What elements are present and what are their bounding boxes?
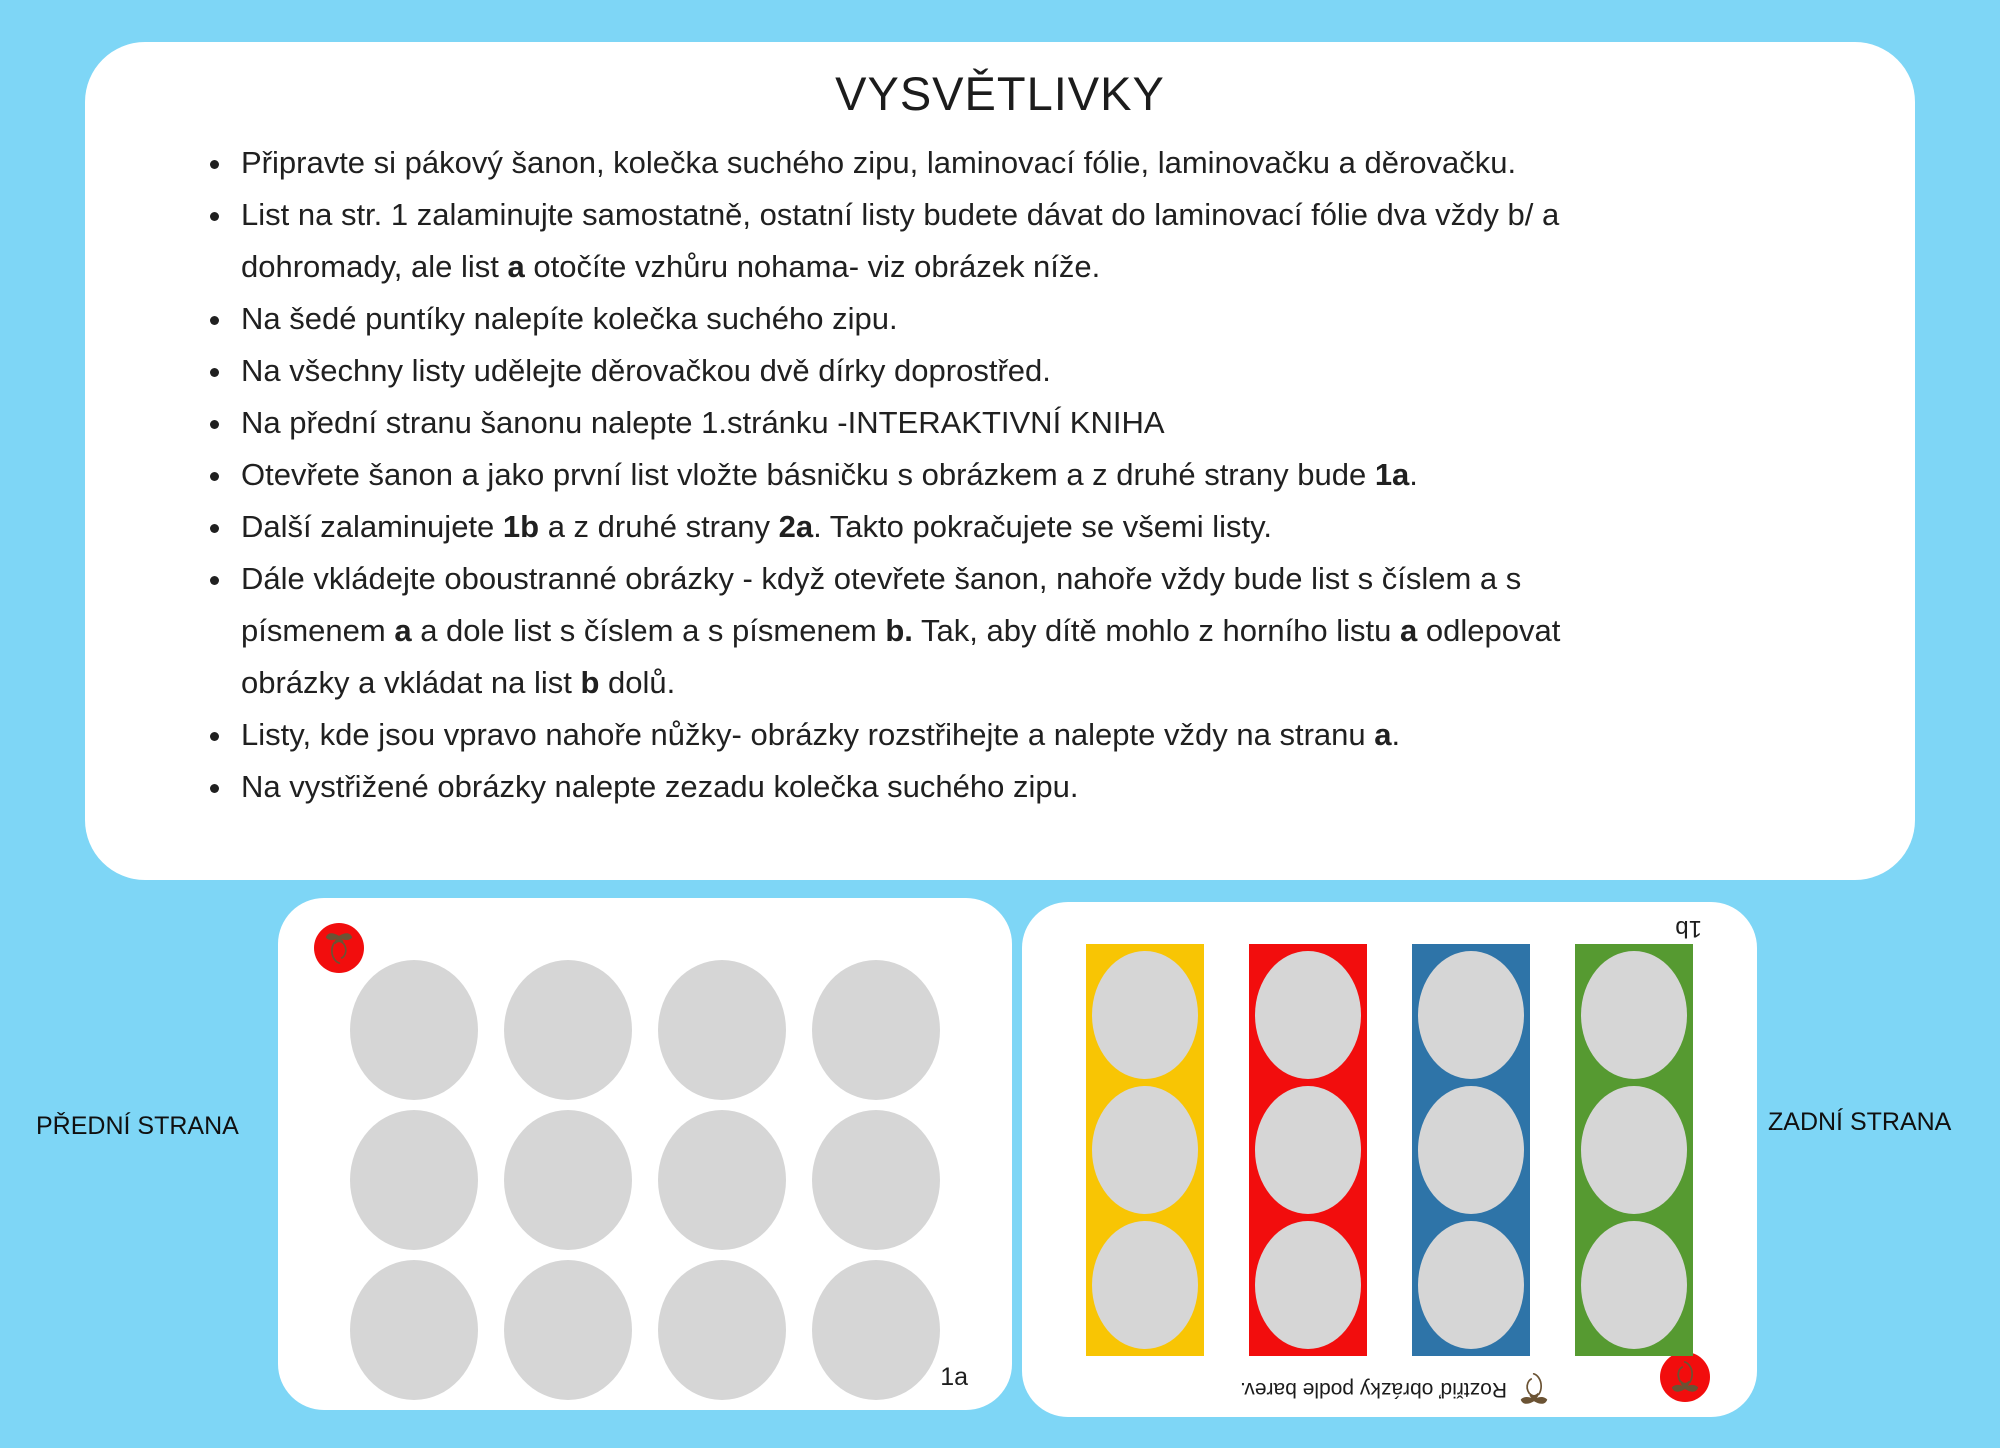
- back-side-label: ZADNÍ STRANA: [1768, 1108, 1952, 1136]
- velcro-dot: [658, 960, 786, 1100]
- velcro-dot: [350, 960, 478, 1100]
- owl-logo-icon: [1668, 1358, 1702, 1396]
- owl-logo-icon: [1517, 1369, 1551, 1409]
- color-column: [1575, 944, 1693, 1356]
- instruction-item: • Připravte si pákový šanon, kolečka suchého zipu, laminovací fólie, laminovačku a děrovačku.: [235, 137, 1605, 189]
- instructions-list: [205, 137, 1605, 813]
- sorting-columns: [1086, 944, 1693, 1356]
- instruction-item: • Listy, kde jsou vpravo nahoře nůžky- obrázky rozstřihejte a nalepte vždy na stranu a.: [235, 709, 1605, 761]
- velcro-dot: [504, 1260, 632, 1400]
- velcro-dot: [1581, 951, 1687, 1079]
- velcro-dot: [1255, 1086, 1361, 1214]
- velcro-dot: [658, 1110, 786, 1250]
- instruction-item: • Na vystřižené obrázky nalepte zezadu kolečka suchého zipu.: [235, 761, 1605, 813]
- velcro-dot: [812, 1260, 940, 1400]
- back-card-rotated-content: [1022, 902, 1757, 1417]
- velcro-dot: [350, 1260, 478, 1400]
- instruction-item: • Na všechny listy udělejte děrovačkou dvě dírky doprostřed.: [235, 345, 1605, 397]
- velcro-dot: [1092, 1086, 1198, 1214]
- velcro-dot: [658, 1260, 786, 1400]
- front-side-label: PŘEDNÍ STRANA: [36, 1112, 239, 1140]
- front-page-card: [278, 898, 1012, 1410]
- color-column: [1249, 944, 1367, 1356]
- velcro-dot: [812, 960, 940, 1100]
- back-page-card: [1022, 902, 1757, 1417]
- front-page-number: 1a: [940, 1363, 968, 1391]
- velcro-dot: [504, 1110, 632, 1250]
- velcro-dot: [1255, 1221, 1361, 1349]
- explanation-panel: [85, 42, 1915, 880]
- velcro-dot: [1418, 1086, 1524, 1214]
- color-column: [1086, 944, 1204, 1356]
- velcro-dot: [812, 1110, 940, 1250]
- velcro-dot: [504, 960, 632, 1100]
- velcro-dot: [1418, 951, 1524, 1079]
- instruction-item: • Na přední stranu šanonu nalepte 1.stránku -INTERAKTIVNÍ KNIHA: [235, 397, 1605, 449]
- velcro-dot: [1418, 1221, 1524, 1349]
- velcro-dot: [1581, 1086, 1687, 1214]
- color-column: [1412, 944, 1530, 1356]
- page-title: VYSVĚTLIVKY: [835, 67, 1165, 120]
- velcro-dot: [1255, 951, 1361, 1079]
- instruction-item: • Dále vkládejte oboustranné obrázky - když otevřete šanon, nahoře vždy bude list s číslem a s písmenem a a dole list s číslem a s písmenem b. Tak, aby dítě mohlo z horního listu a odlepovat obrázky a vkládat na list b dolů.: [235, 553, 1605, 709]
- back-caption: Roztřiď obrázky podle barev.: [1240, 1378, 1507, 1401]
- back-caption-row: [1240, 1369, 1551, 1409]
- velcro-dot: [1581, 1221, 1687, 1349]
- velcro-dot: [1092, 951, 1198, 1079]
- back-card-owl-badge: [1660, 1352, 1710, 1402]
- instruction-item: • Na šedé puntíky nalepíte kolečka suchého zipu.: [235, 293, 1605, 345]
- instruction-item: • List na str. 1 zalaminujte samostatně, ostatní listy budete dávat do laminovací fólie dva vždy b/ a dohromady, ale list a otočíte vzhůru nohama- viz obrázek níže.: [235, 189, 1605, 293]
- velcro-dot-grid: [350, 960, 940, 1400]
- velcro-dot: [350, 1110, 478, 1250]
- back-page-number: 1b: [1675, 915, 1702, 942]
- instruction-item: • Další zalaminujete 1b a z druhé strany 2a. Takto pokračujete se všemi listy.: [235, 501, 1605, 553]
- velcro-dot: [1092, 1221, 1198, 1349]
- instruction-item: • Otevřete šanon a jako první list vložte básničku s obrázkem a z druhé strany bude 1a.: [235, 449, 1605, 501]
